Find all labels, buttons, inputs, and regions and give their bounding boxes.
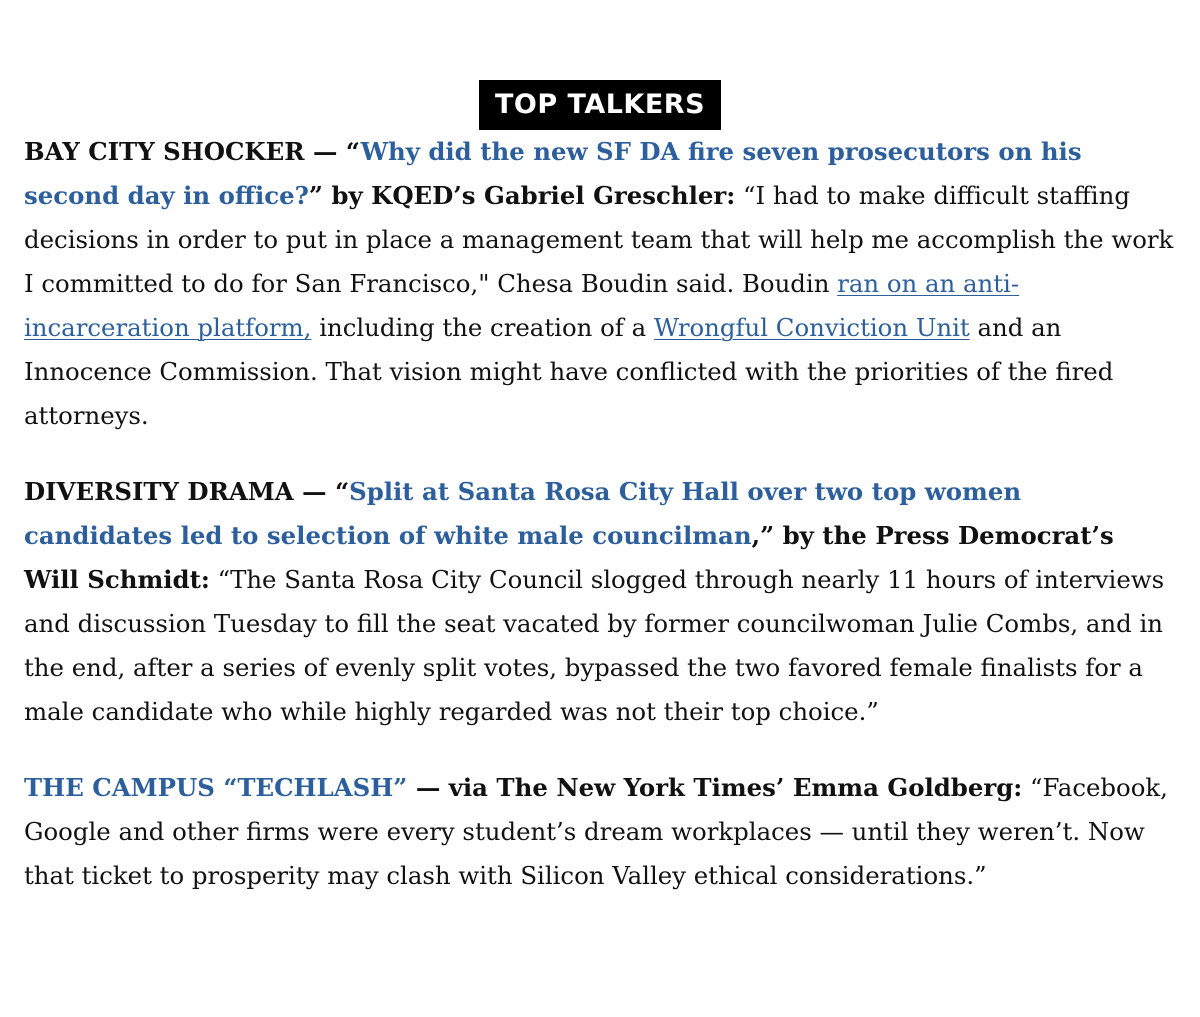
section-badge: TOP TALKERS: [479, 80, 721, 130]
story-kicker: DIVERSITY DRAMA — “: [24, 477, 350, 506]
story-text: including the creation of a: [311, 313, 654, 342]
story-byline: ,” by the Press Democrat’s Will Schmidt:: [24, 521, 1114, 594]
section-header: [24, 80, 1176, 130]
story-campus-techlash: [24, 766, 1176, 898]
story-diversity-drama: [24, 470, 1176, 734]
anti-incarceration-link[interactable]: ran on an anti-incarceration platform,: [24, 269, 1020, 342]
story-kicker: BAY CITY SHOCKER — “: [24, 137, 361, 166]
story-quote: “Facebook, Google and other firms were every student’s dream workplaces — until they weren’t. Now that ticket to prosperity may clash with Silicon Valley ethical considerations.”: [24, 773, 1168, 890]
story-headline-link[interactable]: Split at Santa Rosa City Hall over two top women candidates led to selection of white male councilman: [24, 477, 1022, 550]
wrongful-conviction-unit-link[interactable]: Wrongful Conviction Unit: [653, 313, 970, 342]
story-headline-link[interactable]: Why did the new SF DA fire seven prosecutors on his second day in office?: [24, 137, 1082, 210]
story-byline: ” by KQED’s Gabriel Greschler:: [308, 181, 736, 210]
story-headline-link[interactable]: THE CAMPUS “TECHLASH”: [24, 773, 408, 802]
story-text: and an Innocence Commission. That vision might have conflicted with the priorities of the fired attorneys.: [24, 313, 1114, 430]
story-byline: — via The New York Times’ Emma Goldberg:: [407, 773, 1023, 802]
newsletter-section: [24, 0, 1176, 898]
story-quote: “I had to make difficult staffing decisions in order to put in place a management team that will help me accomplish the work I committed to do for San Francisco," Chesa Boudin said. Boudin: [24, 181, 1174, 298]
story-bay-city-shocker: [24, 130, 1176, 438]
story-quote: “The Santa Rosa City Council slogged through nearly 11 hours of interviews and discussion Tuesday to fill the seat vacated by former councilwoman Julie Combs, and in the end, after a series of evenly split votes, bypassed the two favored female finalists for a male candidate who while highly regarded was not their top choice.”: [24, 565, 1165, 726]
